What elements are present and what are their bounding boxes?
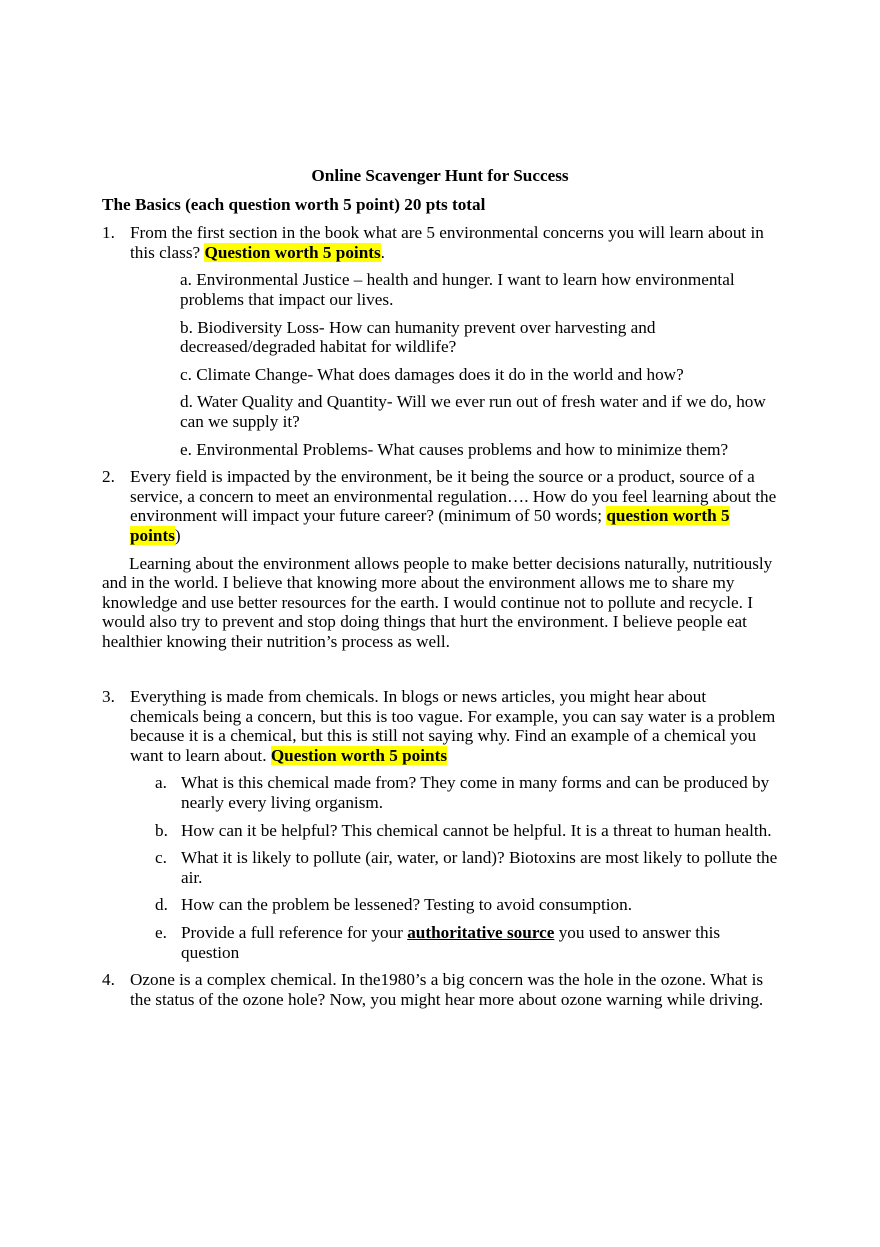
text-run: How can the problem be lessened? Testing to avoid consumption. bbox=[181, 895, 632, 915]
question-4 bbox=[102, 970, 778, 1009]
text-run: From the first section in the book what are 5 environmental concerns you will learn about in this class? bbox=[130, 223, 764, 262]
text-run: c. Climate Change- What does damages does it do in the world and how? bbox=[180, 364, 684, 384]
highlighted-text: Question worth 5 points bbox=[204, 242, 381, 262]
answer-1a bbox=[180, 270, 778, 309]
highlighted-text: Question worth 5 points bbox=[270, 745, 448, 765]
text-run: Ozone is a complex chemical. In the1980’s a big concern was the hole in the ozone. What is the status of the ozone hole? Now, you might hear more about ozone warning while driving. bbox=[130, 970, 764, 1009]
list-marker: 4. bbox=[102, 970, 115, 990]
list-marker: c. bbox=[155, 848, 167, 868]
text-run: b. Biodiversity Loss- How can humanity prevent over harvesting and decreased/degraded habitat for wildlife? bbox=[180, 317, 656, 357]
text-run: What is this chemical made from? They come in many forms and can be produced by nearly every living organism. bbox=[181, 773, 770, 813]
text-run: Everything is made from chemicals. In blogs or news articles, you might hear about chemicals being a concern, but this is too vague. For example, you can say water is a problem because it is a chemical, but this is still not saying why. Find an example of a chemical you want to learn about. bbox=[130, 687, 776, 765]
list-marker: 1. bbox=[102, 223, 115, 243]
answer-1b bbox=[180, 318, 778, 357]
section-heading: The Basics (each question worth 5 point) 20 pts total bbox=[102, 194, 486, 214]
question-2 bbox=[102, 467, 778, 545]
document-content bbox=[102, 223, 778, 1009]
text-run: Every field is impacted by the environment, be it being the source or a product, source of a service, a concern to meet an environmental regulation…. How do you feel learning about the environment will impact your future career? (minimum of 50 words; bbox=[130, 467, 777, 526]
text-run: you used to answer this question bbox=[181, 923, 721, 962]
text-run: authoritative source bbox=[407, 923, 555, 942]
answer-2 bbox=[102, 554, 778, 652]
list-marker: d. bbox=[155, 895, 168, 915]
list-marker: 3. bbox=[102, 687, 115, 707]
answer-3e bbox=[102, 923, 778, 962]
highlighted-text: question worth 5 points bbox=[130, 506, 730, 545]
answer-3b bbox=[102, 821, 778, 841]
text-run: How can it be helpful? This chemical cannot be helpful. It is a threat to human health. bbox=[181, 820, 772, 840]
page-title: Online Scavenger Hunt for Success bbox=[311, 166, 569, 185]
text-run: . bbox=[380, 242, 385, 262]
text-run: Provide a full reference for your bbox=[181, 923, 408, 942]
text-run: What it is likely to pollute (air, water, or land)? Biotoxins are most likely to pollute the air. bbox=[181, 848, 778, 887]
list-marker: b. bbox=[155, 820, 168, 840]
list-marker: 2. bbox=[102, 467, 115, 487]
answer-1e bbox=[180, 440, 778, 460]
text-run: e. Environmental Problems- What causes problems and how to minimize them? bbox=[180, 439, 729, 459]
question-1 bbox=[102, 223, 778, 262]
answer-1c bbox=[180, 365, 778, 385]
text-run: d. Water Quality and Quantity- Will we ever run out of fresh water and if we do, how can we supply it? bbox=[180, 392, 766, 431]
text-run: a. Environmental Justice – health and hunger. I want to learn how environmental problems that impact our lives. bbox=[180, 270, 735, 309]
answer-3d bbox=[102, 895, 778, 915]
answer-3c bbox=[102, 848, 778, 887]
answer-3a bbox=[102, 773, 778, 812]
blank-line bbox=[102, 659, 778, 679]
answer-1d bbox=[180, 392, 778, 431]
list-marker: e. bbox=[155, 923, 167, 942]
question-3 bbox=[102, 687, 778, 765]
list-marker: a. bbox=[155, 773, 167, 793]
text-run: ) bbox=[174, 525, 181, 545]
text-run: Learning about the environment allows people to make better decisions naturally, nutritiously and in the world. I believe that knowing more about the environment allows me to share my knowledge and use better resources for the earth. I would continue not to pollute and recycle. I would also try to prevent and stop doing things that hurt the environment. I believe people eat healthier knowing their nutrition’s process as well. bbox=[102, 553, 773, 651]
